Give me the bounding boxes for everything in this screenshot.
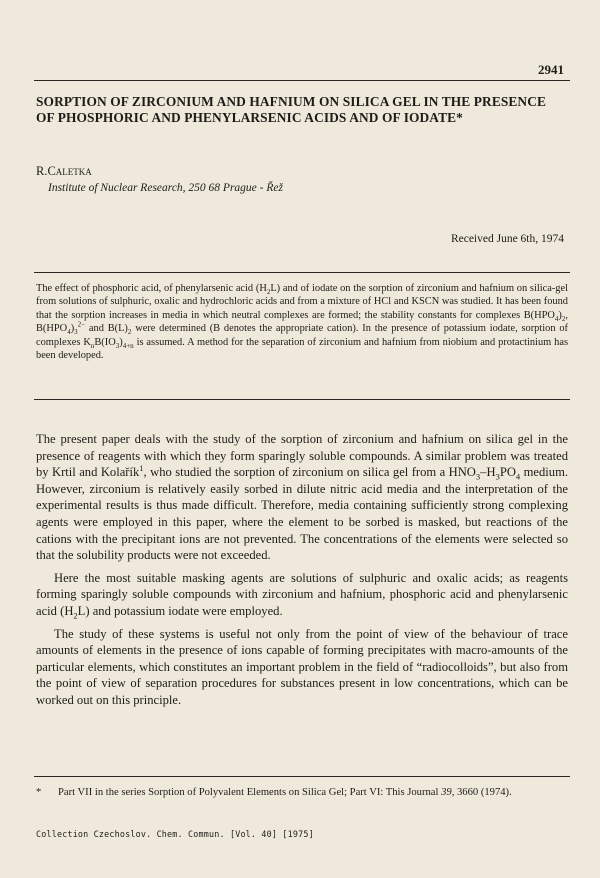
article-title: SORPTION OF ZIRCONIUM AND HAFNIUM ON SILICA GEL IN THE PRESENCE OF PHOSPHORIC AND PHENYLARSENIC ACIDS AND OF IODATE* [36, 94, 547, 125]
affiliation: Institute of Nuclear Research, 250 68 Prague - Řež [48, 182, 283, 194]
journal-citation: Collection Czechoslov. Chem. Commun. [Vol. 40] [1975] [36, 829, 314, 839]
paragraph-2: Here the most suitable masking agents are solutions of sulphuric and oxalic acids; as reagents forming sparingly soluble compounds with zirconium and hafnium, phosphoric acid and phenylarsenic acid $(H_2L)$ and potassium iodate were employed. [36, 570, 568, 621]
received-date: Received June 6th, 1974 [450, 233, 564, 245]
footnote: * Part VII in the series Sorption of Polyvalent Elements on Silica Gel; Part VI: This Journal 39, 3660 (1974). [36, 787, 512, 798]
body-text [36, 431, 568, 715]
footnote-volume: 39 [441, 787, 452, 798]
footnote-rule [34, 776, 570, 777]
header-rule [34, 80, 570, 81]
author-surname: Caletka [47, 164, 92, 178]
author [36, 164, 92, 179]
paragraph-1: The present paper deals with the study of the sorption of zirconium and hafnium on silica gel in the presence of reagents with which they form sparingly soluble compounds. A similar problem was treated by Krtil and Kolařík$^1$, who studied the sorption of zirconium on silica gel from a $HNO_3-H_3PO_4$ medium. However, zirconium is relatively easily sorbed in dilute nitric acid media and the interpretation of the experimental results is thus made difficult. Therefore, media containing sufficiently strong complexing agents were employed in this paper, where the element to be sorbed is masked, but reactions of the cations with the precipitant ions are not prevented. The concentrations of the elements were selected so that the solubility products were not exceeded. [36, 432, 569, 563]
abstract-bottom-rule [34, 399, 570, 400]
abstract-top-rule [34, 272, 570, 273]
author-initial: R. [36, 164, 48, 178]
footnote-mark: * [36, 787, 42, 798]
page-number: 2941 [538, 62, 564, 77]
abstract: The effect of phosphoric acid, of phenylarsenic acid $(H_2L)$ and of iodate on the sorption of zirconium and hafnium on silica-gel from solutions of sulphuric, oxalic and hydrochloric acids and from a mixture of HCl and KSCN was studied. It has been found that the sorption increases in media in which neutral complexes are formed; the stability constants for complexes $B(HPO_4)_2$, $B(HPO_4)_3^{2-}$ and $B(L)_2$ were determined (B denotes the appropriate cation). In the presence of potassium iodate, sorption of complexes $K_nB(IO_3)_{4+n}$ is assumed. A method for the separation of zirconium and hafnium from niobium and protactinium has been developed. [36, 283, 568, 362]
paragraph-3: The study of these systems is useful not only from the point of view of the behaviour of trace amounts of elements in the presence of ions capable of forming precipitates with macro-amounts of the particular elements, which constitutes an important problem in the field of “radiocolloids”, but also from the point of view of separation procedures for substances present in low concentrations, which can be worked out on this principle. [36, 626, 568, 707]
reference-1: 1 [139, 463, 144, 473]
